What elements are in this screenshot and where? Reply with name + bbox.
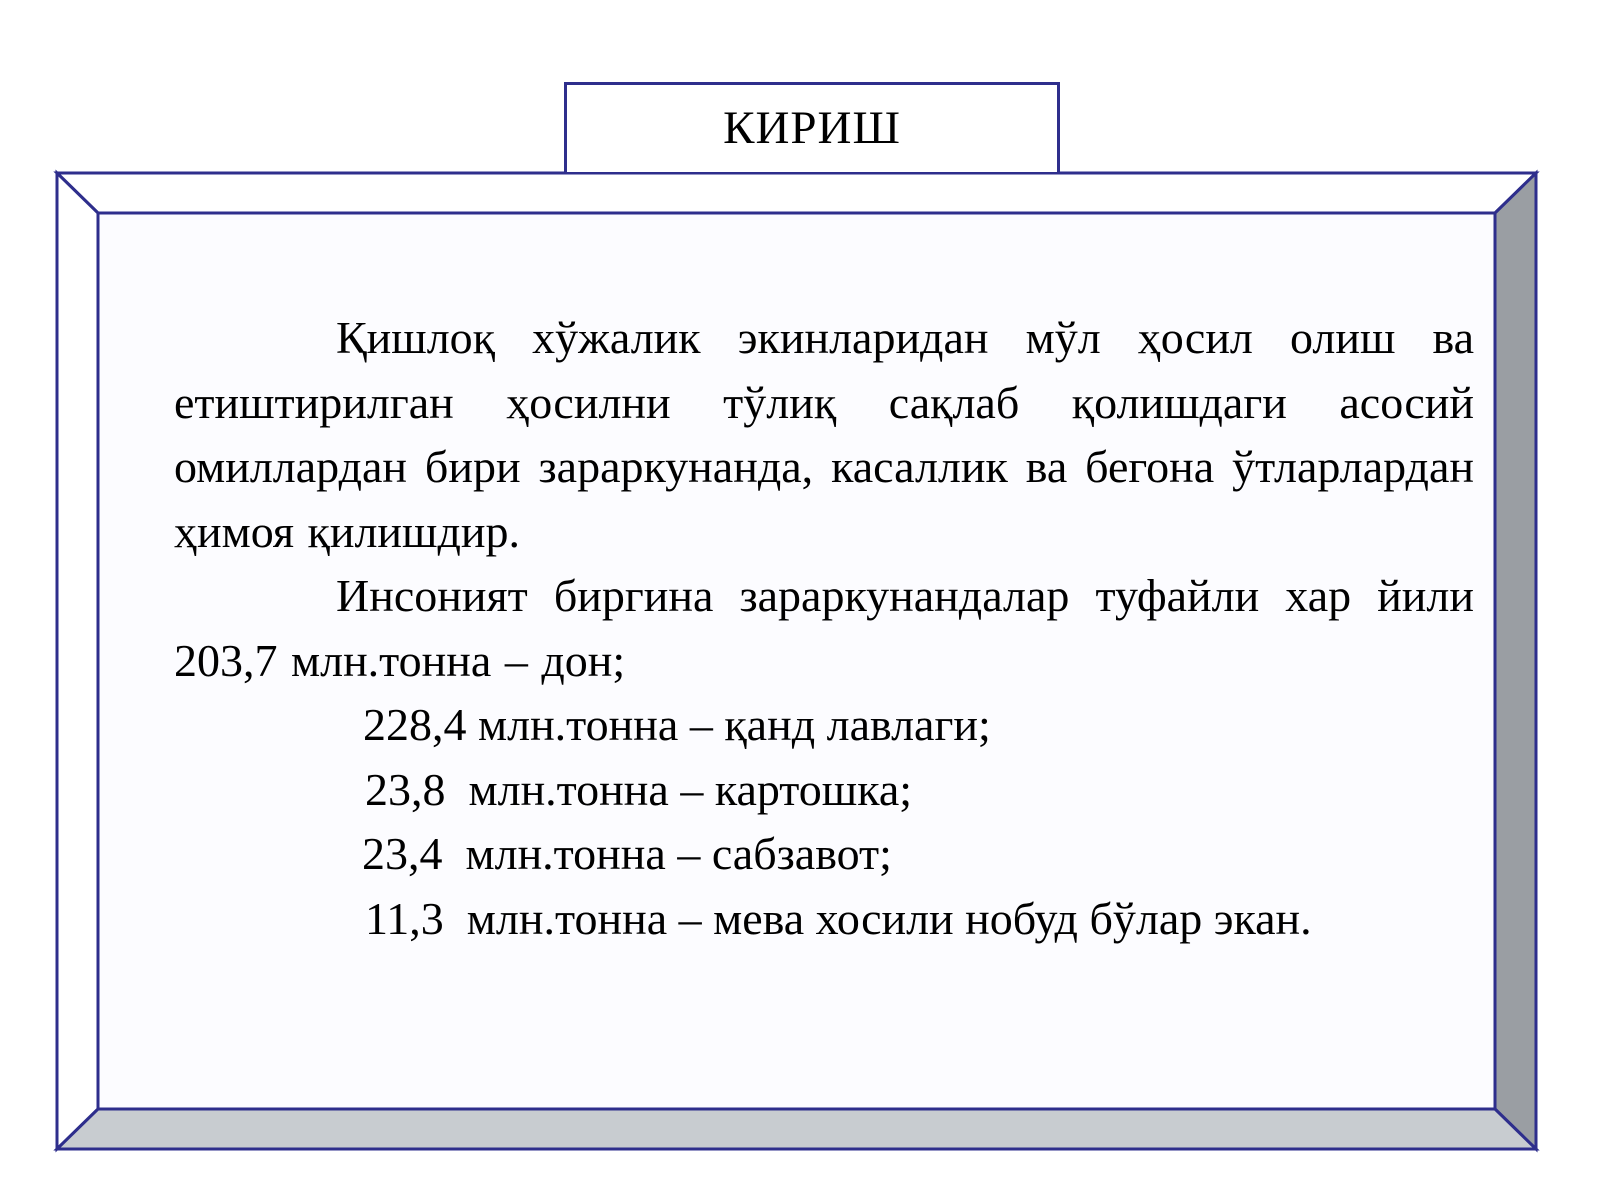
frame-bevel-top (57, 173, 1536, 213)
page-title: КИРИШ (723, 102, 901, 154)
list-item: 228,4 млн.тонна – қанд лавлаги; (363, 699, 991, 750)
title-tab (564, 82, 1060, 172)
frame-bevel-right (1495, 173, 1536, 1149)
loss-list (174, 693, 1474, 951)
frame-bevel-bottom (57, 1109, 1536, 1149)
paragraph-intro: Қишлоқ хўжалик экинларидан мўл ҳосил олиш ва етиштирилган ҳосилни тўлиқ сақлаб қолишдаги асосий омиллардан бири зараркунанда, касаллик ва бегона ўтларлардан ҳимоя қилишдир. (174, 312, 1474, 557)
paragraph-losses: Инсоният биргина зараркунандалар туфайли хар йили 203,7 млн.тонна – дон; (174, 570, 1474, 686)
list-item: 11,3 млн.тонна – мева хосили нобуд бўлар экан. (365, 892, 1312, 944)
list-item: 23,4 млн.тонна – сабзавот; (362, 828, 892, 879)
content-area (174, 306, 1474, 951)
frame-bevel-left (57, 173, 98, 1149)
list-item: 23,8 млн.тонна – картошка; (365, 763, 913, 815)
